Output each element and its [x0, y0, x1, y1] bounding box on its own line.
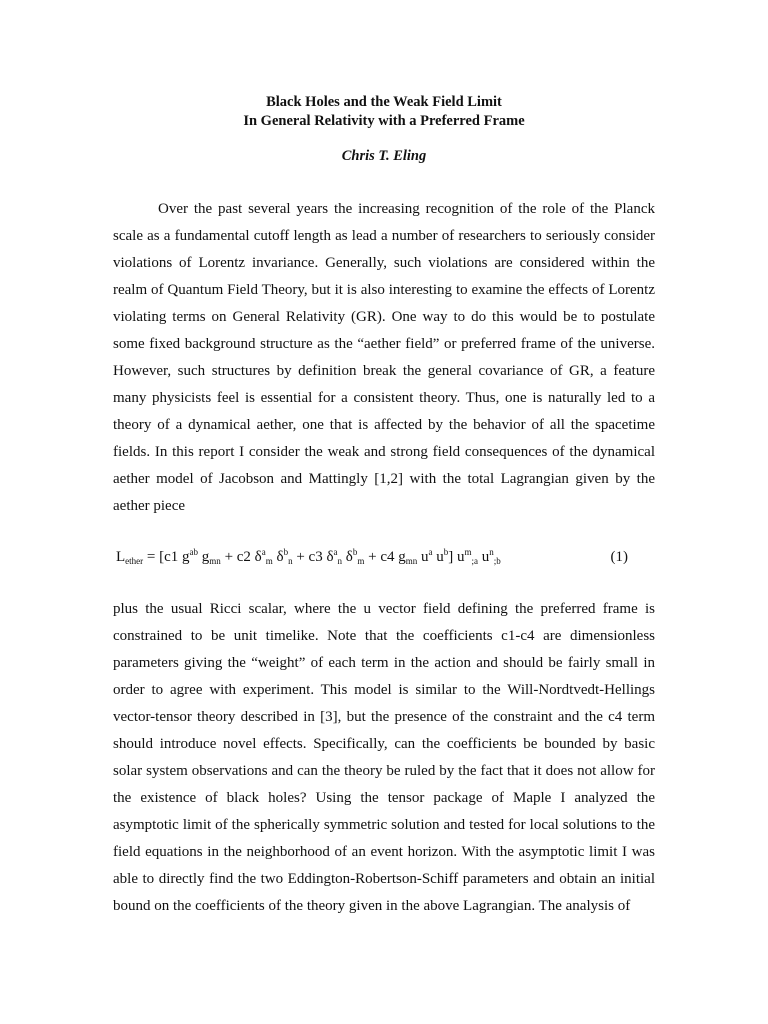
- eq-sub: m: [357, 556, 365, 566]
- eq-sub: m: [265, 556, 273, 566]
- equation-1: [116, 545, 636, 569]
- eq-term: + c4 g: [364, 549, 406, 565]
- eq-sub: ;a: [471, 556, 479, 566]
- eq-sup: b: [283, 547, 289, 557]
- eq-term: u: [432, 549, 444, 565]
- paper-title-line-1: Black Holes and the Weak Field Limit: [266, 94, 502, 110]
- eq-sub: mn: [405, 556, 418, 566]
- eq-lhs-sub: ether: [125, 556, 144, 566]
- equation-number: (1): [610, 549, 628, 565]
- body-paragraph-1: Over the past several years the increasing recognition of the role of the Planck scale as a fundamental cutoff length as lead a number of researchers to seriously consider violations of Lorentz invariance. Generally, such violations are considered within the realm of Quantum Field Theory, but it is also interesting to examine the effects of Lorentz violating terms on General Relativity (GR). One way to do this would be to postulate some fixed background structure as the “aether field” or preferred frame of the universe. However, such structures by definition break the general covariance of GR, a feature many physicists feel is essential for a consistent theory. Thus, one is naturally led to a theory of a dynamical aether, one that is affected by the behavior of all the spacetime fields. In this report I consider the weak and strong field consequences of the dynamical aether model of Jacobson and Mattingly [1,2] with the total Lagrangian given by the aether piece: [113, 201, 655, 514]
- eq-sub: n: [337, 556, 343, 566]
- eq-sup: a: [333, 547, 338, 557]
- eq-sub: mn: [209, 556, 221, 566]
- eq-term: g: [198, 549, 210, 565]
- eq-sup: m: [464, 547, 472, 557]
- eq-sub: n: [288, 556, 293, 566]
- eq-sub: ;b: [493, 556, 501, 566]
- eq-term: δ: [342, 549, 353, 565]
- eq-sup: a: [428, 547, 433, 557]
- eq-term: = [c1 g: [143, 549, 190, 565]
- eq-term: ] u: [448, 549, 465, 565]
- eq-sup: ab: [189, 547, 199, 557]
- eq-lhs: L: [116, 549, 126, 565]
- body-paragraph-2: plus the usual Ricci scalar, where the u vector field defining the preferred frame is constrained to be unit timelike. Note that the coefficients c1-c4 are dimensionless parameters giving the “weight” of each term in the action and should be fairly small in order to agree with experiment. This model is similar to the Will-Nordtvedt-Hellings vector-tensor theory described in [3], but the presence of the constraint and the c4 term should introduce novel effects. Specifically, can the coefficients be bounded by basic solar system observations and can the theory be ruled by the fact that it does not allow for the existence of black holes? Using the tensor package of Maple I analyzed the asymptotic limit of the spherically symmetric solution and tested for local solutions to the field equations in the neighborhood of an event horizon. With the asymptotic limit I was able to directly find the two Eddington-Robertson-Schiff parameters and obtain an initial bound on the coefficients of the theory given in the above Lagrangian. The analysis of: [113, 601, 655, 914]
- eq-sup: b: [352, 547, 358, 557]
- eq-sup: b: [443, 547, 449, 557]
- eq-sup: a: [261, 547, 266, 557]
- eq-term: u: [478, 549, 490, 565]
- eq-sup: n: [489, 547, 494, 557]
- paper-title-line-2: In General Relativity with a Preferred Frame: [243, 113, 525, 129]
- equation-body: [116, 545, 501, 569]
- eq-term: δ: [272, 549, 284, 565]
- eq-term: u: [417, 549, 429, 565]
- author-name: Chris T. Eling: [341, 148, 427, 164]
- eq-term: + c2 δ: [220, 549, 262, 565]
- eq-term: + c3 δ: [292, 549, 334, 565]
